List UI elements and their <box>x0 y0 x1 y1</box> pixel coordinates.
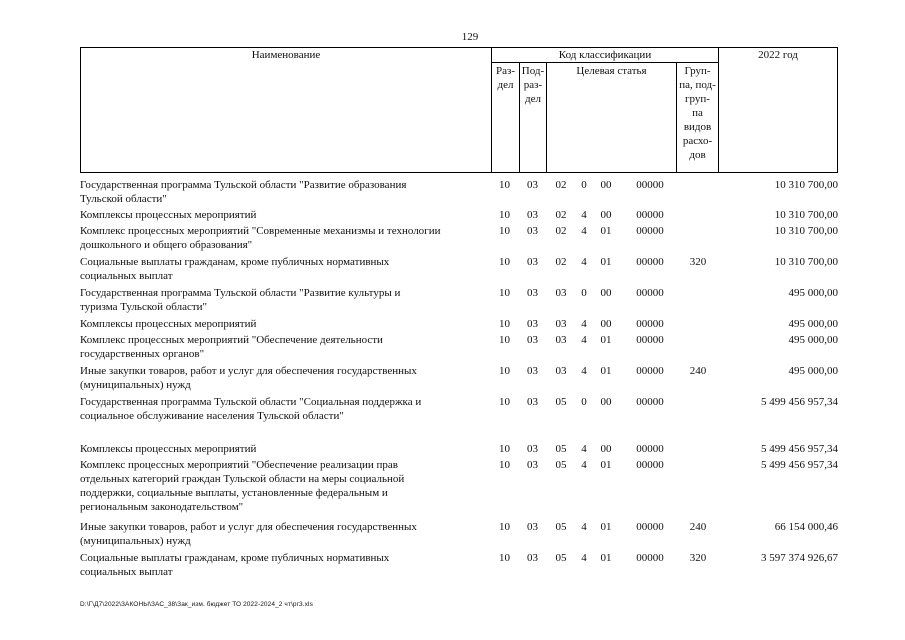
row-name-line: Социальные выплаты гражданам, кроме публичных нормативных <box>80 256 390 268</box>
row-name-line: отдельных категорий граждан Тульской области на меры социальной <box>80 473 405 485</box>
header-podrazdel <box>520 64 546 106</box>
row-name-line: Иные закупки товаров, работ и услуг для обеспечения государственных <box>80 521 417 533</box>
row-code-c4: 00000 <box>636 459 664 471</box>
row-code-c3: 01 <box>600 365 612 377</box>
row-amount: 10 310 700,00 <box>774 256 838 268</box>
row-code-c2: 4 <box>581 521 587 533</box>
row-name <box>80 255 490 283</box>
row-code-c1: 03 <box>555 365 567 377</box>
row-code-pr: 03 <box>527 225 538 237</box>
row-amount: 5 499 456 957,34 <box>761 396 838 408</box>
row-name-line: Комплекс процессных мероприятий "Современные механизмы и технологии <box>80 225 441 237</box>
row-name-line: Иные закупки товаров, работ и услуг для обеспечения государственных <box>80 365 417 377</box>
row-code-c2: 4 <box>581 552 587 564</box>
row-name <box>80 364 490 392</box>
row-code-c1: 05 <box>555 459 567 471</box>
row-amount: 10 310 700,00 <box>774 209 838 221</box>
row-code-rz: 10 <box>499 521 510 533</box>
header-razdel <box>492 64 519 92</box>
row-code-rz: 10 <box>499 396 510 408</box>
row-code-c2: 4 <box>581 459 587 471</box>
row-code-rz: 10 <box>499 552 510 564</box>
header-vid-line: дов <box>689 149 706 161</box>
row-name-line: социальное обслуживание населения Тульской области" <box>80 410 344 422</box>
row-code-c4: 00000 <box>636 365 664 377</box>
row-name-line: Комплексы процессных мероприятий <box>80 443 257 455</box>
row-code-c2: 4 <box>581 318 587 330</box>
row-code-c1: 03 <box>555 334 567 346</box>
row-code-vr: 240 <box>689 521 707 533</box>
row-code-c3: 00 <box>600 443 612 455</box>
row-name-line: Комплекс процессных мероприятий "Обеспечение деятельности <box>80 334 383 346</box>
row-code-c1: 02 <box>555 256 567 268</box>
row-name <box>80 520 490 548</box>
row-code-c3: 00 <box>600 287 612 299</box>
header-razdel-line: Раз- <box>495 65 515 77</box>
row-code-c3: 01 <box>600 552 612 564</box>
row-code-c4: 00000 <box>636 209 664 221</box>
row-code-c3: 01 <box>600 225 612 237</box>
row-code-c2: 4 <box>581 334 587 346</box>
row-name <box>80 458 490 514</box>
row-code-c4: 00000 <box>636 443 664 455</box>
row-name <box>80 317 490 331</box>
row-code-rz: 10 <box>499 209 510 221</box>
row-amount: 3 597 374 926,67 <box>761 552 838 564</box>
row-code-c2: 0 <box>581 287 587 299</box>
row-name-line: дошкольного и общего образования" <box>80 239 253 251</box>
header-podrazdel-line: дел <box>525 93 541 105</box>
row-amount: 5 499 456 957,34 <box>761 443 838 455</box>
row-name-line: (муниципальных) нужд <box>80 379 191 391</box>
row-code-pr: 03 <box>527 396 538 408</box>
row-name-line: Тульской области" <box>80 193 167 205</box>
row-code-c3: 00 <box>600 209 612 221</box>
row-code-pr: 03 <box>527 287 538 299</box>
row-code-c2: 4 <box>581 443 587 455</box>
row-code-c3: 01 <box>600 459 612 471</box>
row-code-c2: 0 <box>581 396 587 408</box>
row-name-line: Государственная программа Тульской области "Развитие образования <box>80 179 407 191</box>
col-divider-podrazdel <box>546 62 547 173</box>
header-vid-line: расхо- <box>682 135 713 147</box>
row-name-line: социальных выплат <box>80 270 173 282</box>
row-code-vr: 320 <box>689 552 707 564</box>
row-code-pr: 03 <box>527 334 538 346</box>
row-code-c3: 00 <box>600 396 612 408</box>
header-razdel-line: дел <box>497 79 514 91</box>
header-bottom-border <box>80 172 838 173</box>
row-name-line: региональным законодательством" <box>80 501 244 513</box>
row-name-line: Комплексы процессных мероприятий <box>80 209 257 221</box>
row-code-rz: 10 <box>499 334 510 346</box>
row-amount: 66 154 000,46 <box>774 521 838 533</box>
header-vid-line: па, под- <box>679 79 716 91</box>
page-number: 129 <box>461 31 479 43</box>
row-code-pr: 03 <box>527 552 538 564</box>
row-code-pr: 03 <box>527 179 538 191</box>
row-name-line: поддержки, социальные выплаты, установленные федеральным и <box>80 487 388 499</box>
header-target: Целевая статья <box>576 65 647 77</box>
row-name-line: Государственная программа Тульской области "Социальная поддержка и <box>80 396 422 408</box>
row-code-c4: 00000 <box>636 287 664 299</box>
header-vid <box>677 64 718 162</box>
row-name <box>80 333 490 361</box>
row-name-line: Государственная программа Тульской области "Развитие культуры и <box>80 287 401 299</box>
row-code-pr: 03 <box>527 443 538 455</box>
row-code-c1: 03 <box>555 318 567 330</box>
row-name-line: социальных выплат <box>80 566 173 578</box>
row-code-c4: 00000 <box>636 334 664 346</box>
row-code-c3: 00 <box>600 318 612 330</box>
row-code-c4: 00000 <box>636 396 664 408</box>
row-code-pr: 03 <box>527 365 538 377</box>
header-name: Наименование <box>251 49 321 61</box>
row-code-rz: 10 <box>499 179 510 191</box>
row-amount: 5 499 456 957,34 <box>761 459 838 471</box>
header-podrazdel-line: раз- <box>523 79 543 91</box>
row-name <box>80 286 490 314</box>
row-name-line: Комплекс процессных мероприятий "Обеспечение реализации прав <box>80 459 398 471</box>
row-name <box>80 395 490 423</box>
row-code-c1: 03 <box>555 287 567 299</box>
row-code-pr: 03 <box>527 521 538 533</box>
row-code-c1: 05 <box>555 443 567 455</box>
row-code-c2: 4 <box>581 225 587 237</box>
row-code-c3: 01 <box>600 521 612 533</box>
row-code-pr: 03 <box>527 209 538 221</box>
row-name-line: Социальные выплаты гражданам, кроме публичных нормативных <box>80 552 390 564</box>
row-code-rz: 10 <box>499 256 510 268</box>
table-header <box>80 47 838 173</box>
row-code-vr: 240 <box>689 365 707 377</box>
row-amount: 10 310 700,00 <box>774 225 838 237</box>
row-code-c2: 4 <box>581 256 587 268</box>
row-amount: 495 000,00 <box>788 365 838 377</box>
row-code-c1: 02 <box>555 225 567 237</box>
row-name <box>80 224 490 252</box>
row-code-c4: 00000 <box>636 521 664 533</box>
row-code-rz: 10 <box>499 365 510 377</box>
row-name-line: Комплексы процессных мероприятий <box>80 318 257 330</box>
row-code-c1: 05 <box>555 521 567 533</box>
row-code-c4: 00000 <box>636 318 664 330</box>
row-code-vr: 320 <box>689 256 707 268</box>
row-code-c3: 01 <box>600 256 612 268</box>
row-code-c4: 00000 <box>636 552 664 564</box>
code-group-divider <box>491 62 718 63</box>
row-amount: 495 000,00 <box>788 334 838 346</box>
header-right-border <box>837 47 838 173</box>
row-name-line: государственных органов" <box>80 348 205 360</box>
row-name <box>80 442 490 456</box>
row-code-c1: 05 <box>555 552 567 564</box>
row-name-line: туризма Тульской области" <box>80 301 208 313</box>
row-code-rz: 10 <box>499 225 510 237</box>
row-code-c1: 05 <box>555 396 567 408</box>
row-code-c2: 0 <box>581 179 587 191</box>
row-code-c3: 01 <box>600 334 612 346</box>
row-amount: 10 310 700,00 <box>774 179 838 191</box>
row-name-line: (муниципальных) нужд <box>80 535 191 547</box>
header-vid-line: груп- <box>685 93 710 105</box>
row-code-c2: 4 <box>581 365 587 377</box>
col-divider-vid <box>718 47 719 173</box>
header-vid-line: видов <box>683 121 712 133</box>
row-code-rz: 10 <box>499 443 510 455</box>
row-name <box>80 551 490 579</box>
row-code-rz: 10 <box>499 318 510 330</box>
row-code-rz: 10 <box>499 459 510 471</box>
row-code-c4: 00000 <box>636 225 664 237</box>
footer-file-path: D:\Г\Д7\2022\ЗАКОНЫ\ЗАС_38\Зак_изм. бюджет ТО 2022-2024_2 чт\рг3.xls <box>80 601 313 608</box>
row-code-pr: 03 <box>527 318 538 330</box>
row-code-pr: 03 <box>527 459 538 471</box>
row-code-c2: 4 <box>581 209 587 221</box>
row-amount: 495 000,00 <box>788 318 838 330</box>
header-podrazdel-line: Под- <box>521 65 545 77</box>
row-name <box>80 178 490 206</box>
row-code-c1: 02 <box>555 179 567 191</box>
row-code-pr: 03 <box>527 256 538 268</box>
header-left-border <box>80 47 81 173</box>
row-code-c3: 00 <box>600 179 612 191</box>
header-year: 2022 год <box>758 49 798 61</box>
row-name <box>80 208 490 222</box>
row-amount: 495 000,00 <box>788 287 838 299</box>
header-vid-line: Груп- <box>684 65 711 77</box>
header-vid-line: па <box>692 107 703 119</box>
row-code-c4: 00000 <box>636 256 664 268</box>
row-code-rz: 10 <box>499 287 510 299</box>
header-code-group: Код классификации <box>558 49 652 61</box>
row-code-c1: 02 <box>555 209 567 221</box>
row-code-c4: 00000 <box>636 179 664 191</box>
